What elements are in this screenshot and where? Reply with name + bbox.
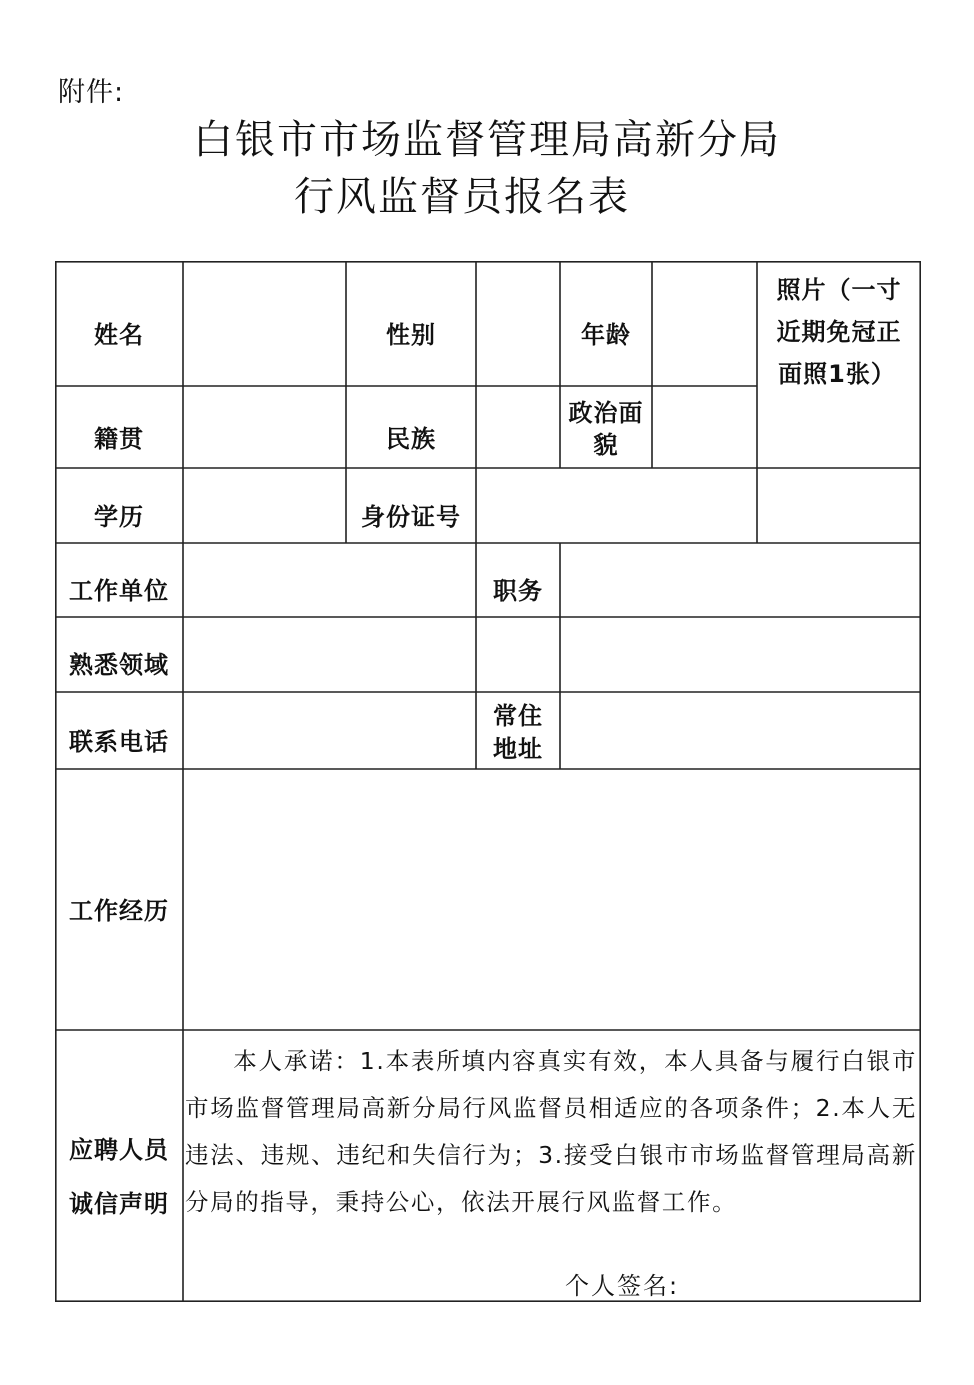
id-number-label: 身份证号 xyxy=(361,503,461,531)
position-field[interactable] xyxy=(562,545,919,615)
ethnicity-label: 民族 xyxy=(386,425,436,453)
declaration-label-line2: 诚信声明 xyxy=(69,1190,169,1218)
political-label-line2: 貌 xyxy=(593,431,619,459)
native-place-field[interactable] xyxy=(185,388,344,466)
ethnicity-field[interactable] xyxy=(478,388,558,466)
political-field[interactable] xyxy=(654,388,755,466)
work-history-field[interactable] xyxy=(185,771,919,1028)
photo-label-line1: 照片（一寸 xyxy=(776,276,902,304)
field-label: 熟悉领域 xyxy=(69,651,169,679)
native-place-label: 籍贯 xyxy=(94,425,144,453)
declaration-label-line1: 应聘人员 xyxy=(69,1136,169,1164)
education-label: 学历 xyxy=(94,503,144,531)
phone-label: 联系电话 xyxy=(69,728,169,756)
phone-field[interactable] xyxy=(185,694,474,767)
form-title-line1: 白银市市场监督管理局高新分局 xyxy=(193,117,781,163)
field-expertise-field[interactable] xyxy=(185,619,919,690)
work-history-label: 工作经历 xyxy=(69,897,169,925)
photo-label-line3: 面照1张） xyxy=(778,360,896,388)
gender-field[interactable] xyxy=(478,263,558,385)
registration-form-table xyxy=(55,261,921,1302)
political-label-line1: 政治面 xyxy=(568,399,644,427)
signature-label: 个人签名: xyxy=(565,1272,680,1300)
form-title-line2: 行风监督员报名表 xyxy=(294,174,630,220)
photo-placeholder[interactable] xyxy=(759,263,919,541)
name-field[interactable] xyxy=(185,263,344,385)
integrity-pledge xyxy=(185,1038,917,1226)
name-label: 姓名 xyxy=(94,321,144,349)
address-field[interactable] xyxy=(562,694,919,767)
gender-label: 性别 xyxy=(386,321,436,349)
address-label-line1: 常住 xyxy=(493,702,543,730)
employer-field[interactable] xyxy=(185,545,474,615)
attachment-label: 附件: xyxy=(58,77,125,108)
education-field[interactable] xyxy=(185,470,344,541)
employer-label: 工作单位 xyxy=(69,577,169,605)
address-label-line2: 地址 xyxy=(493,735,543,763)
id-number-field[interactable] xyxy=(478,470,755,541)
age-field[interactable] xyxy=(654,263,755,385)
age-label: 年龄 xyxy=(581,321,631,349)
pledge-text: 本人承诺：1.本表所填内容真实有效，本人具备与履行白银市市场监督管理局高新分局行风监督员相适应的各项条件；2.本人无违法、违规、违纪和失信行为；3.接受白银市市场监督管理局高新分局的指导，秉持公心，依法开展行风监督工作。 xyxy=(185,1047,917,1216)
position-label: 职务 xyxy=(493,577,543,605)
photo-label-line2: 近期免冠正 xyxy=(776,318,902,346)
